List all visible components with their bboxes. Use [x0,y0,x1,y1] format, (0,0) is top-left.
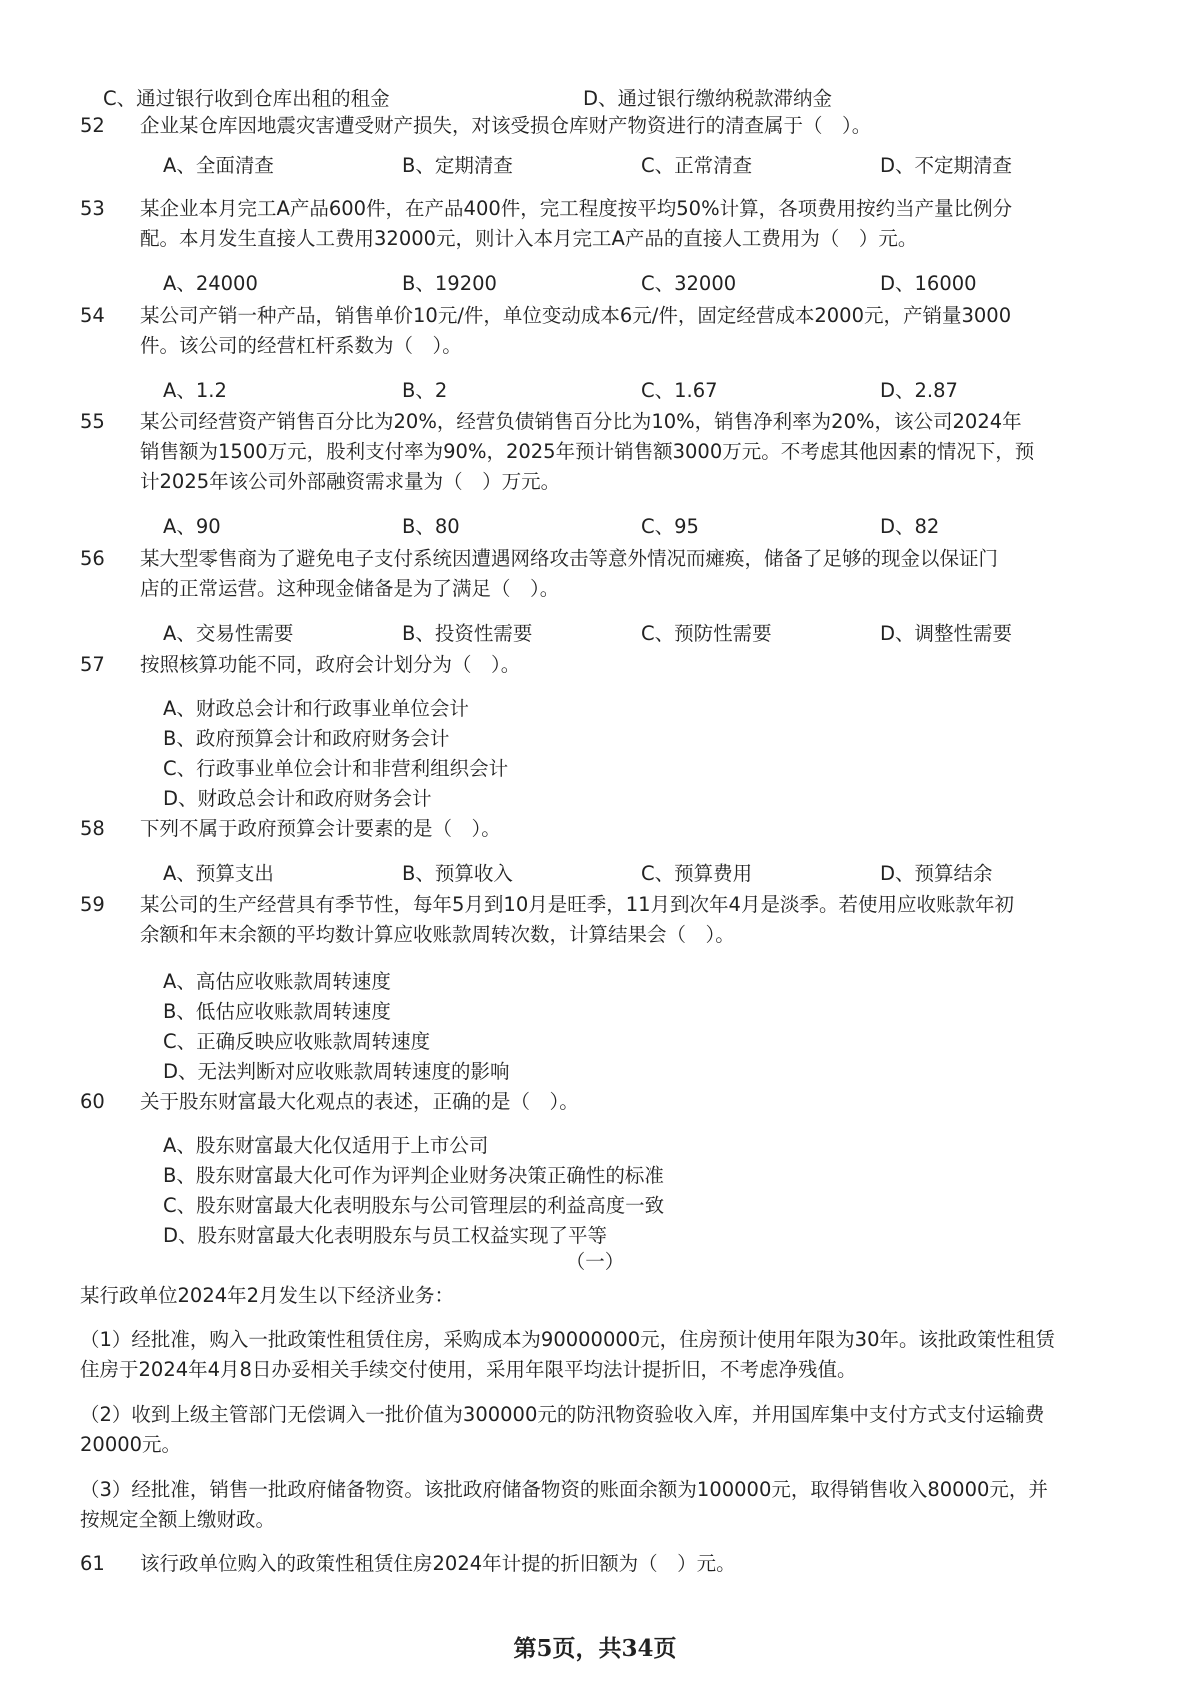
option-a: A、预算支出 [163,862,274,885]
option-b: B、政府预算会计和政府财务会计 [163,727,450,750]
option-a: A、1.2 [163,379,227,402]
case-line: （3）经批准，销售一批政府储备物资。该批政府储备物资的账面余额为100000元，取得销售收入80000元，并 [80,1478,1048,1501]
option-c: C、股东财富最大化表明股东与公司管理层的利益高度一致 [163,1194,665,1217]
option-c: C、95 [641,515,699,538]
option-b: B、股东财富最大化可作为评判企业财务决策正确性的标准 [163,1164,664,1187]
option-a: A、高估应收账款周转速度 [163,970,391,993]
option-b: B、预算收入 [402,862,513,885]
section-heading: （一） [565,1250,625,1273]
case-item-1 [80,1325,1120,1385]
option-c: C、预防性需要 [641,622,772,645]
question-number: 54 [80,304,105,327]
option-d: D、预算结余 [880,862,993,885]
question-text [140,407,1100,497]
section-intro: 某行政单位2024年2月发生以下经济业务： [80,1284,455,1307]
question-line: 企业某仓库因地震灾害遭受财产损失，对该受损仓库财产物资进行的清查属于（ ）。 [140,114,872,137]
option-d: D、82 [880,515,940,538]
question-line: 某公司经营资产销售百分比为20%，经营负债销售百分比为10%，销售净利率为20%，该公司2024年 [140,410,1022,433]
case-line: 按规定全额上缴财政。 [80,1508,276,1531]
question-text [140,301,1100,361]
option-d: D、股东财富最大化表明股东与员工权益实现了平等 [163,1224,608,1247]
case-line: （2）收到上级主管部门无偿调入一批价值为300000元的防汛物资验收入库，并用国库集中支付方式支付运输费 [80,1403,1045,1426]
question-number: 56 [80,547,105,570]
option-c: C、正常清查 [641,154,753,177]
question-number: 53 [80,197,105,220]
option-a: A、全面清查 [163,154,274,177]
option-d: D、2.87 [880,379,958,402]
question-line: 件。该公司的经营杠杆系数为（ ）。 [140,334,462,357]
question-line: 某企业本月完工A产品600件，在产品400件，完工程度按平均50%计算，各项费用按约当产量比例分 [140,197,1013,220]
question-number: 59 [80,893,105,916]
question-line: 按照核算功能不同，政府会计划分为（ ）。 [140,653,521,676]
question-text [140,194,1100,254]
option-d: D、调整性需要 [880,622,1013,645]
question-number: 57 [80,653,105,676]
question-line: 销售额为1500万元，股利支付率为90%，2025年预计销售额3000万元。不考虑其他因素的情况下，预 [140,440,1035,463]
page-footer: 第5页，共34页 [513,1635,677,1662]
case-line: 20000元。 [80,1433,182,1456]
option-b: B、低估应收账款周转速度 [163,1000,391,1023]
question-line: 某大型零售商为了避免电子支付系统因遭遇网络攻击等意外情况而瘫痪，储备了足够的现金以保证门 [140,547,999,570]
option-a: A、财政总会计和行政事业单位会计 [163,697,469,720]
option-a: A、交易性需要 [163,622,294,645]
option-d: D、财政总会计和政府财务会计 [163,787,432,810]
question-line: 配。本月发生直接人工费用32000元，则计入本月完工A产品的直接人工费用为（ ）元。 [140,227,918,250]
option-c: C、正确反映应收账款周转速度 [163,1030,431,1053]
option-d: D、无法判断对应收账款周转速度的影响 [163,1060,510,1083]
option-a: A、90 [163,515,221,538]
option-c: C、行政事业单位会计和非营利组织会计 [163,757,509,780]
option-d: D、不定期清查 [880,154,1013,177]
option-a: A、24000 [163,272,258,295]
option-c: C、通过银行收到仓库出租的租金 [103,87,390,110]
question-number: 58 [80,817,105,840]
option-b: B、2 [402,379,448,402]
question-text: 该行政单位购入的政策性租赁住房2024年计提的折旧额为（ ）元。 [140,1552,736,1575]
question-text [140,890,1100,950]
option-c: C、32000 [641,272,737,295]
option-b: B、投资性需要 [402,622,533,645]
question-line: 计2025年该公司外部融资需求量为（ ）万元。 [140,470,561,493]
question-line: 某公司的生产经营具有季节性，每年5月到10月是旺季，11月到次年4月是淡季。若使用应收账款年初 [140,893,1014,916]
option-a: A、股东财富最大化仅适用于上市公司 [163,1134,489,1157]
question-text [140,544,1100,604]
option-b: B、19200 [402,272,497,295]
option-c: C、1.67 [641,379,718,402]
option-d: D、16000 [880,272,977,295]
question-text [140,1087,1100,1117]
question-number: 55 [80,410,105,433]
question-line: 关于股东财富最大化观点的表述，正确的是（ ）。 [140,1090,579,1113]
question-number: 60 [80,1090,105,1113]
case-line: 住房于2024年4月8日办妥相关手续交付使用，采用年限平均法计提折旧，不考虑净残值。 [80,1358,857,1381]
option-d: D、通过银行缴纳税款滞纳金 [583,87,833,110]
option-c: C、预算费用 [641,862,753,885]
case-item-2 [80,1400,1120,1460]
question-line: 某公司产销一种产品，销售单价10元/件，单位变动成本6元/件，固定经营成本2000元，产销量3000 [140,304,1012,327]
question-text [140,814,1100,844]
case-item-3 [80,1475,1120,1535]
question-number: 52 [80,114,105,137]
question-text [140,650,1100,680]
question-text [140,111,1100,141]
question-line: 店的正常运营。这种现金储备是为了满足（ ）。 [140,577,560,600]
question-line: 下列不属于政府预算会计要素的是（ ）。 [140,817,501,840]
option-b: B、定期清查 [402,154,513,177]
option-b: B、80 [402,515,460,538]
question-line: 余额和年末余额的平均数计算应收账款周转次数，计算结果会（ ）。 [140,923,735,946]
case-line: （1）经批准，购入一批政策性租赁住房，采购成本为90000000元，住房预计使用年限为30年。该批政策性租赁 [80,1328,1055,1351]
question-number: 61 [80,1552,105,1575]
